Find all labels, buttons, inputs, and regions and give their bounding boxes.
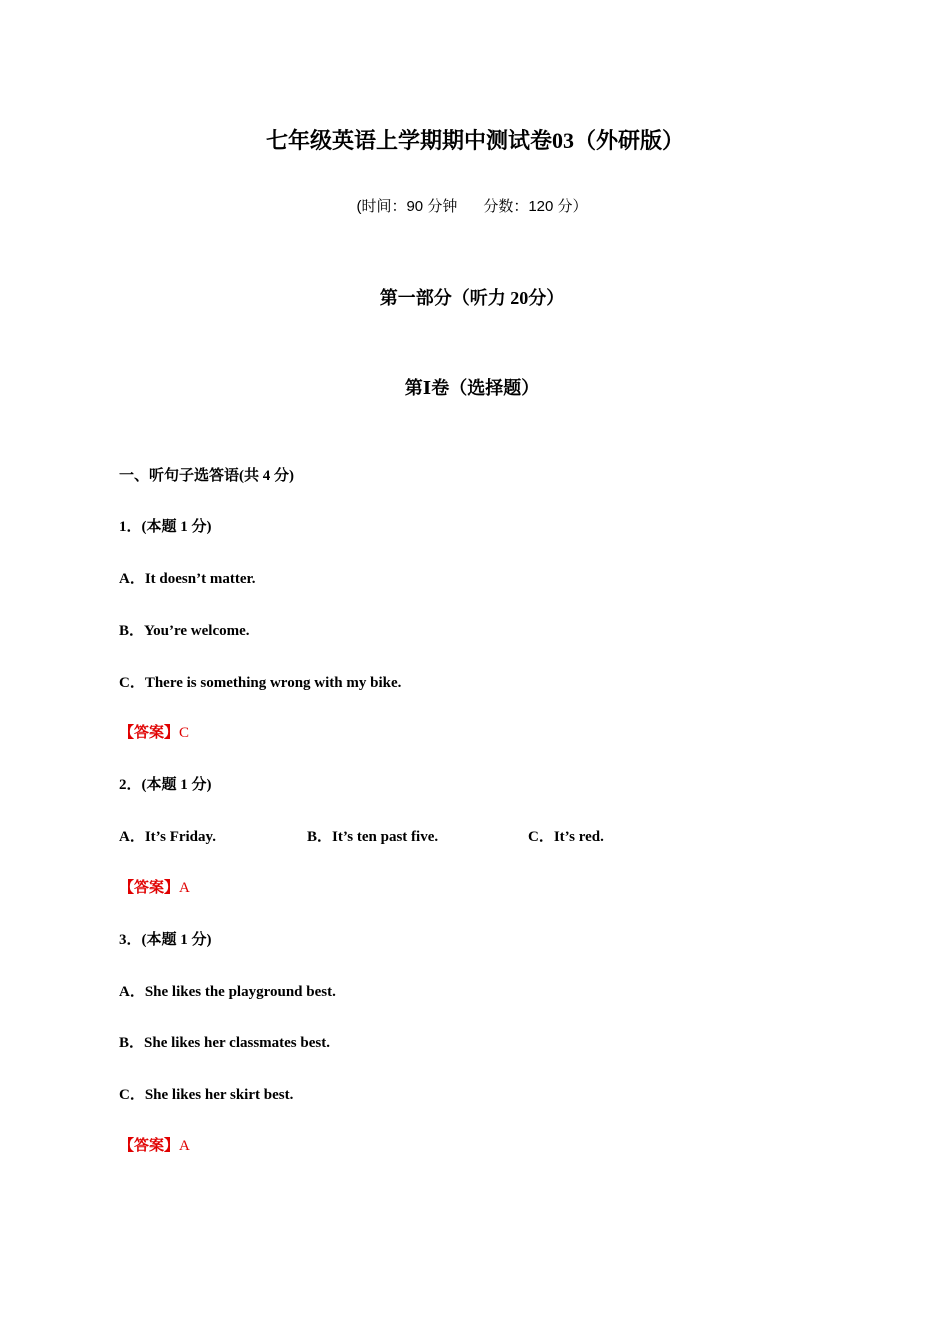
answer-label: 【答案】 — [119, 1138, 180, 1154]
exam-meta — [0, 195, 944, 216]
option-b: B．You’re welcome. — [119, 623, 250, 639]
option-c: C．There is something wrong with my bike. — [119, 675, 402, 691]
exam-score: 分数：120 分） — [483, 198, 588, 215]
answer-label: 【答案】 — [119, 880, 180, 896]
option-b: B．It’s ten past five. — [307, 829, 439, 845]
option-a: A．She likes the playground best. — [119, 984, 336, 1000]
volume-heading: 第Ⅰ卷（选择题） — [404, 378, 540, 398]
section-heading: 一、听句子选答语(共 4 分) — [119, 468, 294, 484]
question-number: 2．(本题 1 分) — [119, 777, 212, 793]
option-b: B．She likes her classmates best. — [119, 1035, 330, 1051]
part-heading: 第一部分（听力 20分） — [379, 288, 565, 308]
option-a: A．It doesn’t matter. — [119, 571, 256, 587]
answer-line — [119, 721, 189, 742]
answer-value: A — [179, 1138, 190, 1154]
option-c: C．She likes her skirt best. — [119, 1087, 294, 1103]
answer-label: 【答案】 — [119, 725, 180, 741]
question-number: 1．(本题 1 分) — [119, 519, 212, 535]
answer-value: A — [179, 880, 190, 896]
option-c: C．It’s red. — [528, 829, 604, 845]
exam-time: (时间：90 分钟 — [356, 198, 458, 215]
answer-value: C — [179, 725, 190, 741]
answer-line — [119, 1134, 190, 1155]
page-title: 七年级英语上学期期中测试卷03（外研版） — [265, 128, 684, 153]
answer-line — [119, 876, 190, 897]
question-number: 3．(本题 1 分) — [119, 932, 212, 948]
option-a: A．It’s Friday. — [119, 829, 216, 845]
